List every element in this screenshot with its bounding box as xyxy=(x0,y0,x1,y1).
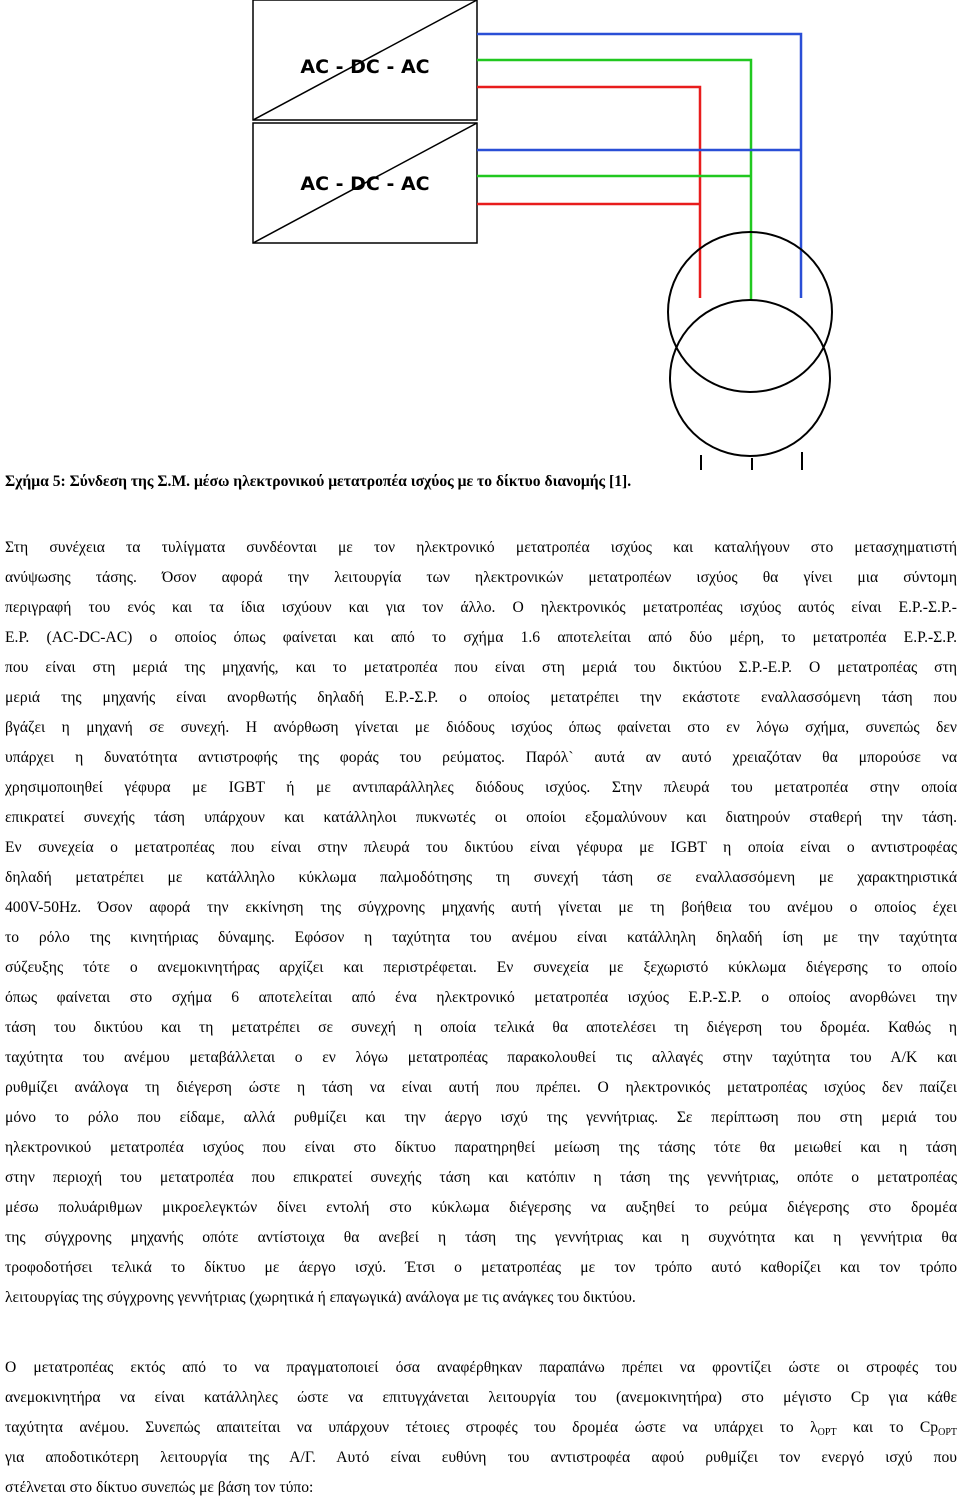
paragraph-line: επικρατεί συνεχής τάση υπάρχουν και κατάλληλοι πυκνωτές οι οποίοι εξομαλύνουν και διατηρούν σταθερή την τάση. xyxy=(5,809,957,826)
paragraph-line: μόνο το ρόλο που είδαμε, αλλά ρυθμίζει και την άεργο ισχύ της γεννήτριας. Σε περίπτωση που στη μεριά του xyxy=(5,1109,957,1126)
lambda-opt-subscript: OPT xyxy=(817,1427,837,1438)
paragraph-line: ανεμοκινητήρα να είναι κατάλληλες ώστε να επιτυγχάνεται λειτουργία του (ανεμοκινητήρα) στο μέγιστο Cp για κάθε xyxy=(5,1389,957,1406)
paragraph-line: όπως φαίνεται στο σχήμα 6 αποτελείται από ένα ηλεκτρονικό μετατροπέα ισχύος Ε.Ρ.-Σ.Ρ. ο οποίος ανορθώνει την xyxy=(5,989,957,1006)
paragraph-line: που είναι στη μεριά της μηχανής, και το μετατροπέα που είναι στη μεριά του δικτύου Σ.Ρ.-Ε.Ρ. Ο μετατροπέας στη xyxy=(5,659,957,676)
paragraph-line: Ε.Ρ. (AC-DC-AC) ο οποίος όπως φαίνεται και από το σχήμα 1.6 αποτελείται από δύο μέρη, το μετατροπέα Ε.Ρ.-Σ.Ρ. xyxy=(5,629,957,646)
paragraph-line: τάση του δικτύου και τη μετατρέπει σε συνεχή η οποία τελικά θα αποτελέσει τη διέγερση του δρομέα. Καθώς η xyxy=(5,1019,957,1036)
wire-top-green xyxy=(477,60,751,300)
paragraph-line: Στη συνέχεια τα τυλίγματα συνδέονται με τον ηλεκτρονικό μετατροπέα ισχύος και καταλήγουν στο μετασχηματιστή xyxy=(5,539,957,556)
wire-top-blue xyxy=(477,34,801,298)
paragraph-body-2 xyxy=(5,1353,957,1503)
line3-text-b: και το Cp xyxy=(836,1419,939,1436)
paragraph-line: ηλεκτρονικού μετατροπέα ισχύος που είναι στο δίκτυο παρατηρηθεί μείωση της τάσης τότε θα μειωθεί και η τάση xyxy=(5,1139,957,1156)
paragraph-line: υπάρχει η δυνατότητα αντιστροφής της φοράς του ρεύματος. Παρόλ` αυτά αν αυτό χρειαζόταν θα μπορούσε να xyxy=(5,749,957,766)
paragraph-line: μέσω πολυάριθμων μικροελεγκτών δίνει εντολή στο κύκλωμα διέγερσης να αυξηθεί το ρεύμα διέγερσης στο δρομέα xyxy=(5,1199,957,1216)
paragraph-line: Εν συνεχεία ο μετατροπέας που είναι στην πλευρά του δικτύου είναι γέφυρα με IGBT η οποία είναι ο αντιστροφέας xyxy=(5,839,957,856)
paragraph-line: της σύγχρονης μηχανής οπότε αντίστοιχα θα ανεβεί η τάση της γεννήτριας και η συχνότητα και η γεννήτρια θα xyxy=(5,1229,957,1246)
paragraph-line: βγάζει η μηχανή σε συνεχή. Η ανόρθωση γίνεται με διόδους ισχύος όπως φαίνεται στο εν λόγω σχήμα, συνεπώς δεν xyxy=(5,719,957,736)
block-bottom-label: AC - DC - AC xyxy=(300,173,430,195)
paragraph-line: λειτουργίας της σύγχρονης γεννήτριας (χωρητικά ή επαγωγικά) ανάλογα με τις ανάγκες του δικτύου. xyxy=(5,1289,636,1306)
converter-grid-diagram xyxy=(0,0,960,470)
figure-caption: Σχήμα 5: Σύνδεση της Σ.Μ. μέσω ηλεκτρονικού μετατροπέα ισχύος με το δίκτυο διανομής [1]. xyxy=(5,473,632,490)
transformer-lower-coil xyxy=(670,300,830,456)
paragraph-line: ταχύτητα του ανέμου μεταβάλλεται ο εν λόγω μετατροπέας παρακολουθεί τις αλλαγές στην ταχύτητα του Α/Κ και xyxy=(5,1049,957,1066)
paragraph-line: τροφοδοτήσει τελικά το δίκτυο με άεργο ισχύ. Έτσι ο μετατροπέας με τον τρόπο αυτό καθορίζει και τον τρόπο xyxy=(5,1259,957,1276)
paragraph-line-with-subscripts xyxy=(5,1413,957,1443)
wire-top-red xyxy=(477,87,700,298)
paragraph-line: μεριά της μηχανής είναι ανορθωτής δηλαδή Ε.Ρ.-Σ.Ρ. ο οποίος μετατρέπει την εκάστοτε εναλλασσόμενη τάση που xyxy=(5,689,957,706)
paragraph-line: σύζευξης τότε ο ανεμοκινητήρας αρχίζει και περιστρέφεται. Εν συνεχεία με ξεχωριστό κύκλωμα διέγερσης το οποίο xyxy=(5,959,957,976)
paragraph-line: δηλαδή μετατρέπει με κατάλληλο κύκλωμα παλμοδότησης τη συνεχή τάση σε εναλλασσόμενη με χαρακτηριστικά xyxy=(5,869,957,886)
paragraph-line: χρησιμοποιηθεί γέφυρα με IGBT ή με αντιπαράλληλες διόδους ισχύος. Στην πλευρά του μετατροπέα στην οποία xyxy=(5,779,957,796)
paragraph-line: για αποδοτικότερη λειτουργία της Α/Γ. Αυτό είναι ευθύνη του αντιστροφέα αφού ρυθμίζει τον ενεργό ισχύ που xyxy=(5,1449,957,1466)
paragraph-line: ανύψωσης τάσης. Όσον αφορά την λειτουργία των ηλεκτρονικών μετατροπέων ισχύος θα γίνει μια σύντομη xyxy=(5,569,957,586)
block-top-label: AC - DC - AC xyxy=(300,56,430,78)
paragraph-line: περιγραφή του ενός και τα ίδια ισχύουν και για τον άλλο. Ο ηλεκτρονικός μετατροπέας ισχύος αυτός είναι Ε.Ρ.-Σ.Ρ.- xyxy=(5,599,957,616)
paragraph-line: ρυθμίζει ανάλογα τη διέγερση ώστε η τάση να είναι αυτή που πρέπει. Ο ηλεκτρονικός μετατροπέας ισχύος δεν παίζει xyxy=(5,1079,957,1096)
paragraph-body-1 xyxy=(5,533,957,1313)
paragraph-line: στην περιοχή του μετατροπέα που επικρατεί συνεχής τάση και κατόπιν η τάση της γεννήτριας, οπότε ο μετατροπέας xyxy=(5,1169,957,1186)
paragraph-line: το ρόλο της κινητήριας δύναμης. Εφόσον η ταχύτητα του ανέμου είναι κατάλληλη δηλαδή ίση με την ταχύτητα xyxy=(5,929,957,946)
line3-text-a: ταχύτητα ανέμου. Συνεπώς απαιτείται να υπάρχουν τέτοιες στροφές του δρομέα ώστε να υπάρχει το λ xyxy=(5,1419,818,1436)
cp-opt-subscript: OPT xyxy=(938,1427,957,1438)
paragraph-line: 400V-50Hz. Όσον αφορά την εκκίνηση της σύγχρονης μηχανής αυτή γίνεται με τη βοήθεια του ανέμου ο οποίος έχει xyxy=(5,899,957,916)
paragraph-line: στέλνεται στο δίκτυο συνεπώς με βάση τον τύπο: xyxy=(5,1479,314,1496)
paragraph-line: Ο μετατροπέας εκτός από το να πραγματοποιεί όσα αναφέρθηκαν παραπάνω πρέπει να φροντίζει ώστε οι στροφές του xyxy=(5,1359,957,1376)
